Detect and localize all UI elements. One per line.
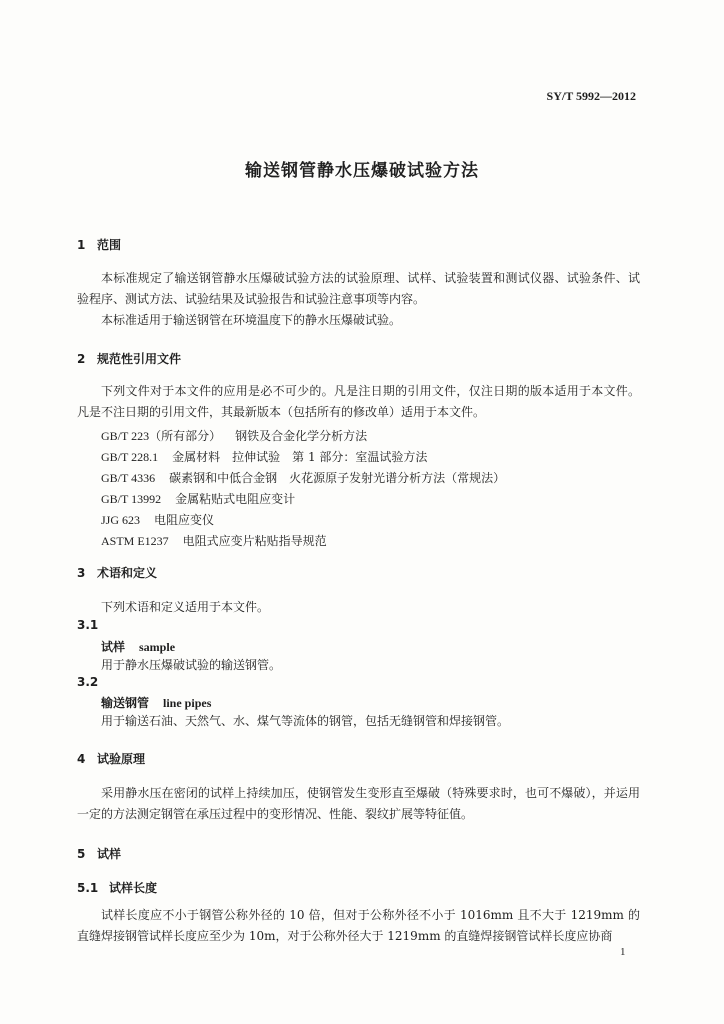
reference-item [101, 490, 295, 507]
reference-title: 钢铁及合金化学分析方法 [235, 429, 368, 443]
section-title: 术语和定义 [97, 566, 158, 580]
section-1-paragraph-2: 本标准适用于输送钢管在环境温度下的静水压爆破试验。 [101, 313, 402, 327]
reference-item [101, 448, 427, 465]
page-number: 1 [620, 946, 626, 958]
reference-title: 电阻式应变片粘贴指导规范 [182, 534, 327, 548]
section-number: 3 [77, 566, 86, 580]
reference-item [101, 511, 214, 528]
term-chinese: 输送钢管 [101, 696, 150, 710]
section-4-paragraph-1: 采用静水压在密闭的试样上持续加压，使钢管发生变形直至爆破（特殊要求时，也可不爆破），并运用一定的方法测定钢管在承压过程中的变形情况、性能、裂纹扩展等特征值。 [77, 786, 640, 821]
reference-code: JJG 623 [101, 513, 141, 527]
section-5-heading [77, 845, 121, 862]
reference-code: ASTM E1237 [101, 534, 169, 548]
subsection-5-1-heading [77, 879, 157, 896]
section-3-intro: 下列术语和定义适用于本文件。 [101, 600, 270, 614]
reference-code: GB/T 4336 [101, 471, 156, 485]
subsection-number: 5.1 [77, 881, 99, 895]
reference-code: GB/T 223（所有部分） [101, 429, 222, 443]
term-number: 3.2 [77, 675, 99, 689]
section-4-heading [77, 750, 145, 767]
term-definition: 用于输送石油、天然气、水、煤气等流体的钢管，包括无缝钢管和焊接钢管。 [101, 714, 510, 728]
section-2-heading [77, 350, 181, 367]
reference-item [101, 469, 505, 486]
section-title: 试样 [97, 847, 122, 861]
standard-code: SY/T 5992—2012 [546, 89, 636, 103]
section-number: 1 [77, 238, 86, 252]
subsection-title: 试样长度 [109, 881, 158, 895]
section-number: 5 [77, 847, 86, 861]
section-title: 范围 [97, 238, 122, 252]
section-number: 4 [77, 752, 86, 766]
reference-item [101, 427, 367, 444]
reference-code: GB/T 228.1 [101, 450, 159, 464]
document-title: 输送钢管静水压爆破试验方法 [245, 161, 479, 181]
term-definition: 用于静水压爆破试验的输送钢管。 [101, 658, 282, 672]
term-english: line pipes [163, 696, 212, 710]
term-number: 3.1 [77, 618, 99, 632]
section-title: 规范性引用文件 [97, 352, 182, 366]
section-2-paragraph-1: 下列文件对于本文件的应用是必不可少的。凡是注日期的引用文件，仅注日期的版本适用于本文件。凡是不注日期的引用文件，其最新版本（包括所有的修改单）适用于本文件。 [77, 384, 640, 419]
reference-title: 金属粘贴式电阻应变计 [175, 492, 296, 506]
term-name [101, 694, 211, 711]
reference-title: 电阻应变仪 [154, 513, 215, 527]
reference-title: 金属材料 拉伸试验 第 1 部分：室温试验方法 [172, 450, 428, 464]
reference-code: GB/T 13992 [101, 492, 162, 506]
section-3-heading [77, 564, 157, 581]
reference-title: 碳素钢和中低合金钢 火花源原子发射光谱分析方法（常规法） [169, 471, 506, 485]
section-1-heading [77, 236, 121, 253]
section-title: 试验原理 [97, 752, 146, 766]
term-name [101, 638, 175, 655]
reference-item [101, 532, 327, 549]
section-1-paragraph-1: 本标准规定了输送钢管静水压爆破试验方法的试验原理、试样、试验装置和测试仪器、试验条件、试验程序、测试方法、试验结果及试验报告和试验注意事项等内容。 [77, 271, 640, 306]
section-number: 2 [77, 352, 86, 366]
term-chinese: 试样 [101, 640, 126, 654]
term-english: sample [139, 640, 176, 654]
section-5-paragraph-1: 试样长度应不小于钢管公称外径的 10 倍，但对于公称外径不小于 1016mm 且不大于 1219mm 的直缝焊接钢管试样长度应至少为 10m，对于公称外径大于 1219mm 的直缝焊接钢管试样长度应协商 [77, 908, 640, 943]
